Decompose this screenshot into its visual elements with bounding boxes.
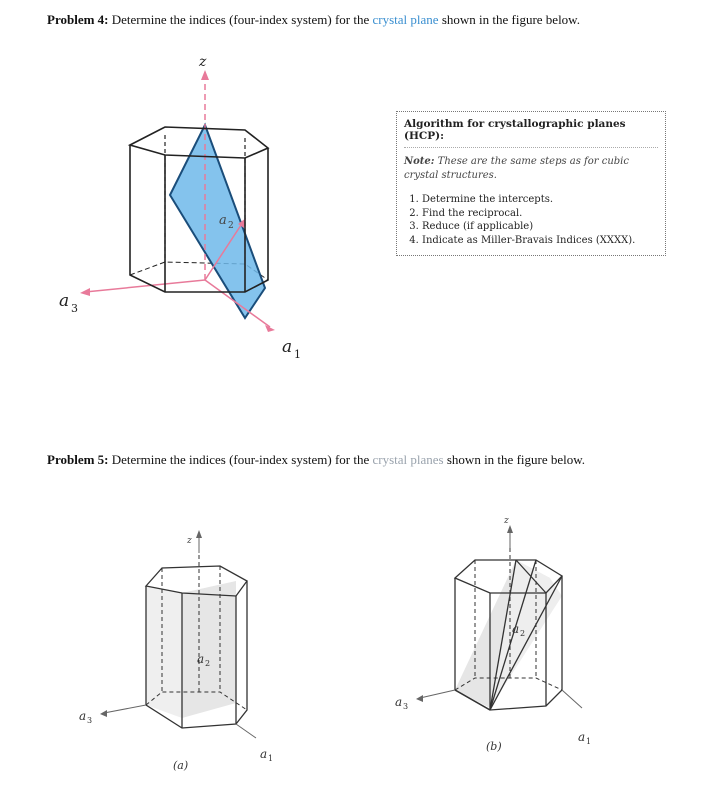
algorithm-step: 1. Determine the intercepts.	[422, 193, 658, 207]
algorithm-note-text: These are the same steps as for cubic crystal structures.	[404, 156, 629, 181]
fig4-a3-sub: 3	[71, 302, 78, 315]
problem4-text-before: Determine the indices (four-index system) for the	[111, 12, 370, 27]
fig4-a2-label: a	[219, 213, 227, 228]
fig5b-caption: (b)	[486, 740, 502, 753]
problem5-link[interactable]: crystal planes	[372, 452, 444, 467]
fig4-a3-label: a	[59, 291, 70, 311]
problem5-label: Problem 5:	[47, 452, 109, 467]
fig5b-z-label: z	[504, 516, 509, 526]
fig5a-caption: (a)	[173, 759, 189, 772]
fig5b-a1-label: a	[578, 730, 586, 744]
problem5-text-before: Determine the indices (four-index system) for the	[111, 452, 370, 467]
figure-hcp-planes-ab	[0, 498, 703, 798]
fig4-a2-sub: 2	[228, 221, 234, 231]
fig5a-a2-sub: 2	[205, 659, 211, 668]
fig5a-a1-sub: 1	[268, 754, 274, 763]
problem4-label: Problem 4:	[47, 12, 109, 27]
algorithm-title: Algorithm for crystallographic planes (HCP):	[404, 118, 658, 148]
fig5a-a3-sub: 3	[87, 716, 93, 725]
fig5a-z-label: z	[187, 536, 192, 546]
problem5-text-after: shown in the figure below.	[446, 452, 586, 467]
problem4-heading	[47, 12, 580, 28]
algorithm-step: 4. Indicate as Miller-Bravais Indices (XXXX).	[422, 234, 658, 248]
fig5b-a3-sub: 3	[403, 702, 409, 711]
problem5-heading	[47, 452, 585, 468]
fig5a-a2-label: a	[197, 652, 205, 666]
fig5b-a2-label: a	[512, 622, 520, 636]
fig4-z-label: z	[199, 54, 207, 70]
fig5a-a3-label: a	[79, 709, 87, 723]
algorithm-note-label: Note:	[404, 156, 435, 167]
fig5a-a1-label: a	[260, 747, 268, 761]
algorithm-steps	[404, 193, 658, 247]
fig5b-a3-label: a	[395, 695, 403, 709]
fig4-a1-sub: 1	[294, 348, 301, 361]
algorithm-step: 2. Find the reciprocal.	[422, 207, 658, 221]
problem4-link[interactable]: crystal plane	[372, 12, 439, 27]
fig5b-a2-sub: 2	[520, 629, 526, 638]
fig5b-a1-sub: 1	[586, 737, 592, 746]
fig4-a1-label: a	[282, 337, 293, 357]
algorithm-step: 3. Reduce (if applicable)	[422, 220, 658, 234]
algorithm-box	[396, 111, 666, 256]
problem4-text-after: shown in the figure below.	[441, 12, 580, 27]
algorithm-note	[404, 155, 658, 183]
figure-5b	[395, 516, 591, 753]
figure-5a	[79, 530, 273, 772]
